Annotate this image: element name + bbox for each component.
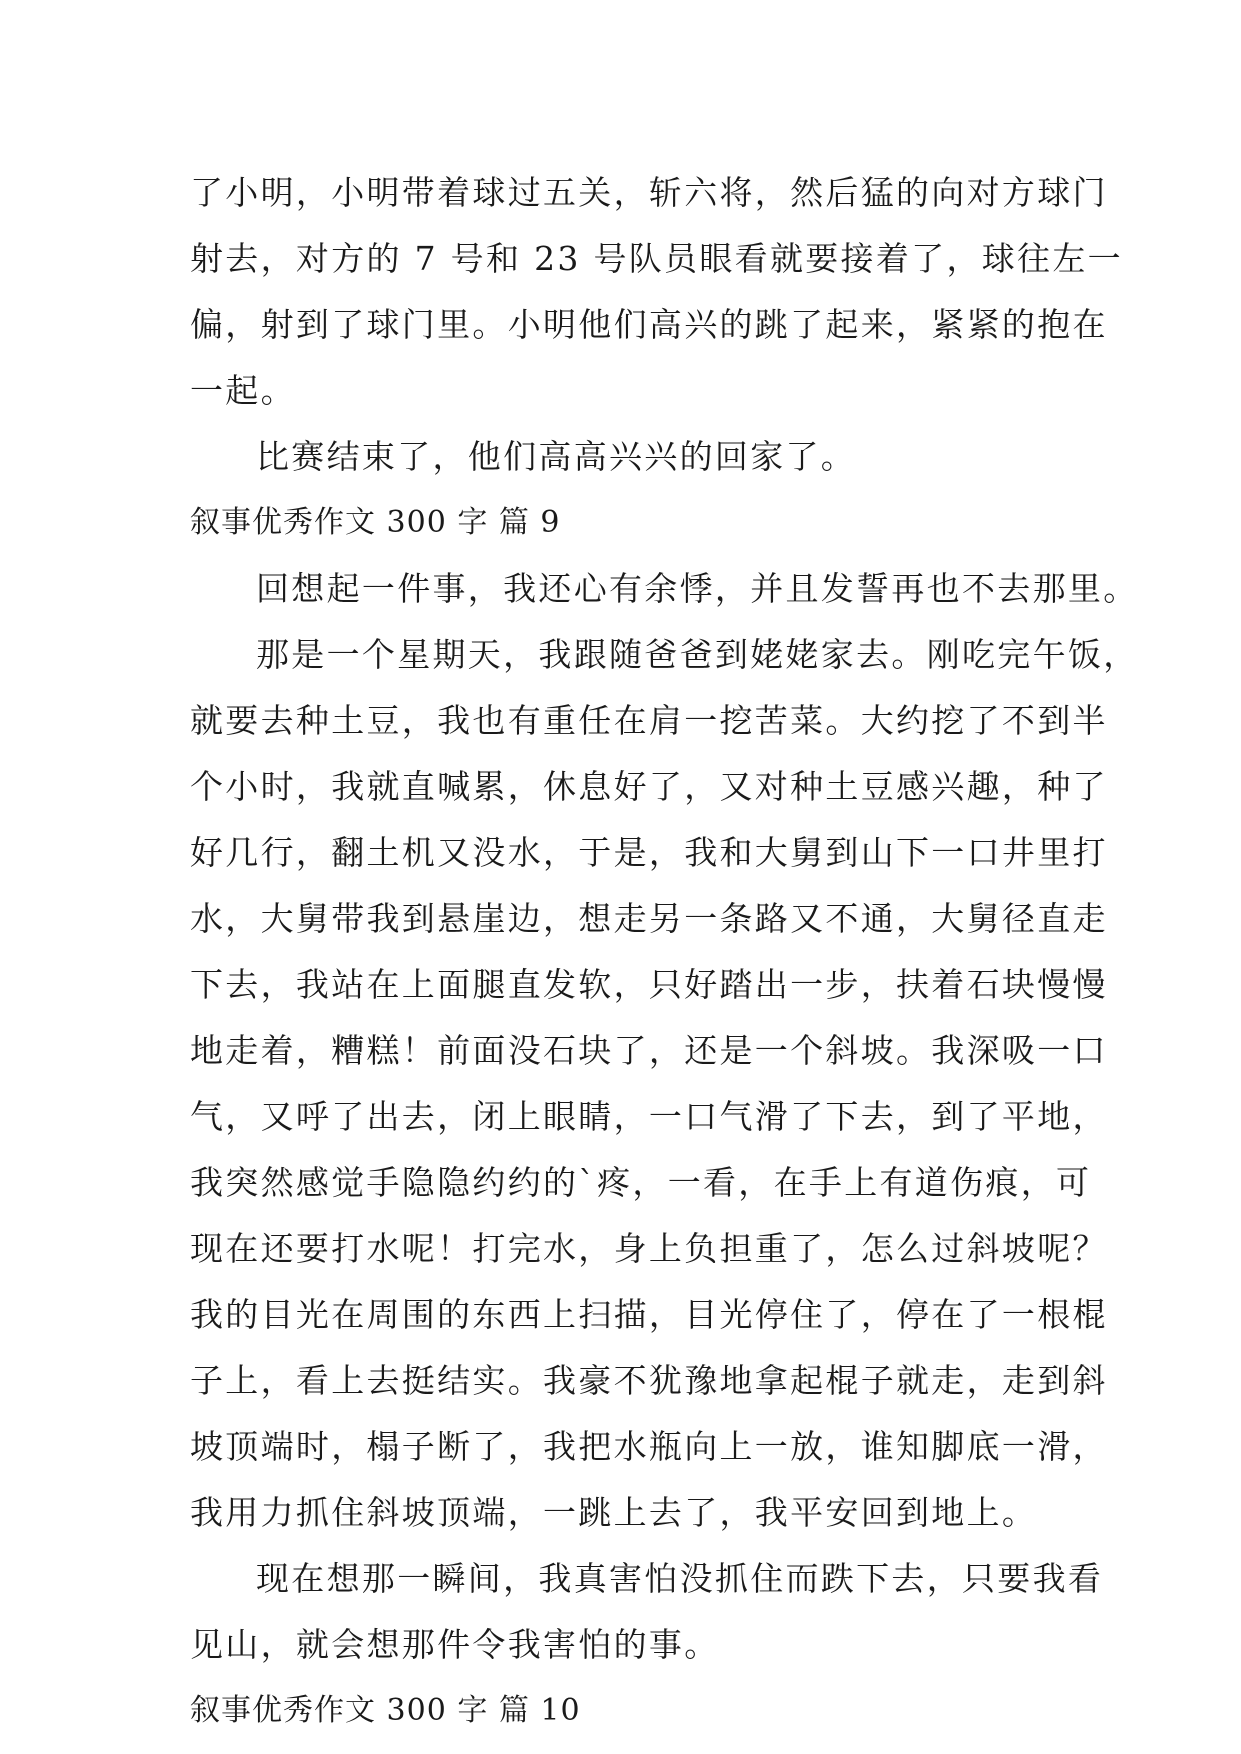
paragraph-line: 了小明，小明带着球过五关，斩六将，然后猛的向对方球门 [190, 173, 1108, 212]
paragraph-line: 子上，看上去挺结实。我豪不犹豫地拿起棍子就走，走到斜 [190, 1361, 1108, 1400]
paragraph-line: 现在想那一瞬间，我真害怕没抓住而跌下去，只要我看 [256, 1559, 1104, 1598]
paragraph-line: 个小时，我就直喊累，休息好了，又对种土豆感兴趣，种了 [190, 767, 1108, 806]
paragraph-line: 射去，对方的 7 号和 23 号队员眼看就要接着了，球往左一 [190, 239, 1123, 278]
paragraph-line: 见山，就会想那件令我害怕的事。 [190, 1625, 720, 1664]
document-body [190, 160, 1139, 1744]
paragraph-line: 好几行，翻土机又没水，于是，我和大舅到山下一口井里打 [190, 833, 1108, 872]
paragraph-line: 我的目光在周围的东西上扫描，目光停住了，停在了一根棍 [190, 1295, 1108, 1334]
paragraph-line: 偏，射到了球门里。小明他们高兴的跳了起来，紧紧的抱在 [190, 305, 1108, 344]
paragraph-line: 我突然感觉手隐隐约约的`疼，一看，在手上有道伤痕，可 [190, 1163, 1092, 1202]
closing-paragraph: 比赛结束了，他们高高兴兴的回家了。 [256, 437, 857, 476]
paragraph-line: 气，又呼了出去，闭上眼睛，一口气滑了下去，到了平地， [190, 1097, 1108, 1136]
paragraph-line: 就要去种土豆，我也有重任在肩一挖苦菜。大约挖了不到半 [190, 701, 1108, 740]
paragraph-line: 坡顶端时，榻子断了，我把水瓶向上一放，谁知脚底一滑， [190, 1427, 1108, 1466]
section-heading-10: 叙事优秀作文 300 字 篇 10 [190, 1693, 581, 1728]
paragraph-line: 下去，我站在上面腿直发软，只好踏出一步，扶着石块慢慢 [190, 965, 1108, 1004]
section-heading-9: 叙事优秀作文 300 字 篇 9 [190, 505, 561, 540]
paragraph-line: 我用力抓住斜坡顶端，一跳上去了，我平安回到地上。 [190, 1493, 1038, 1532]
paragraph-line: 那是一个星期天，我跟随爸爸到姥姥家去。刚吃完午饭， [256, 635, 1139, 674]
intro-paragraph: 回想起一件事，我还心有余悸，并且发誓再也不去那里。 [256, 569, 1139, 608]
paragraph-line: 一起。 [190, 371, 296, 410]
paragraph-line: 地走着，糟糕！前面没石块了，还是一个斜坡。我深吸一口 [190, 1031, 1108, 1070]
paragraph-line: 水，大舅带我到悬崖边，想走另一条路又不通，大舅径直走 [190, 899, 1108, 938]
paragraph-line: 现在还要打水呢！打完水，身上负担重了，怎么过斜坡呢？ [190, 1229, 1108, 1268]
